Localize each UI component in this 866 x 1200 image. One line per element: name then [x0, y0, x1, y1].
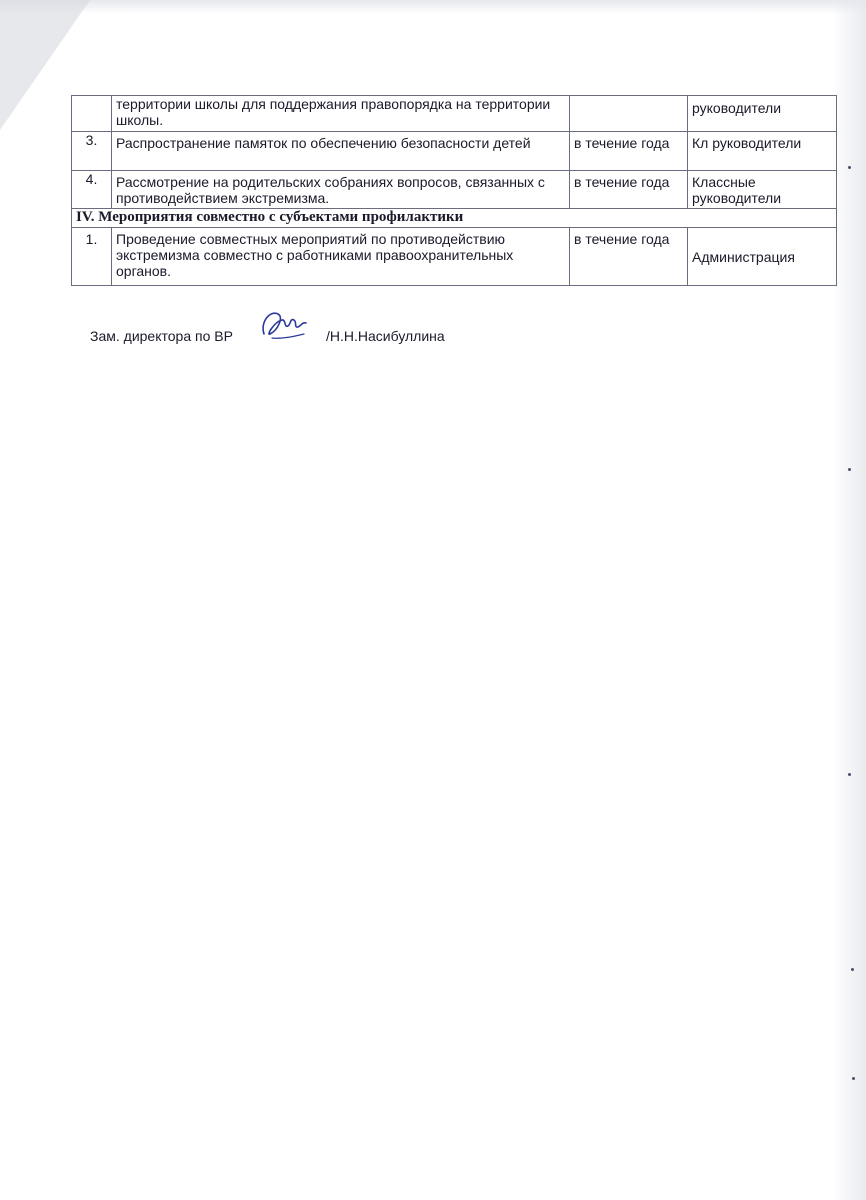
section-title: IV. Мероприятия совместно с субъектами профилактики — [72, 209, 837, 228]
row-responsible: руководители — [688, 96, 837, 132]
row-deadline: в течение года — [570, 171, 688, 209]
row-responsible: Кл руководители — [688, 132, 837, 171]
scan-speck — [848, 773, 851, 776]
scan-edge-top — [0, 0, 866, 14]
row-number — [72, 96, 112, 132]
row-number: 4. — [72, 171, 112, 209]
signatory-position: Зам. директора по ВР — [90, 328, 233, 344]
table-row — [72, 171, 837, 209]
row-responsible: Классные руководители — [688, 171, 837, 209]
scan-speck — [852, 1077, 855, 1080]
row-deadline — [570, 96, 688, 132]
row-number: 3. — [72, 132, 112, 171]
scan-speck — [848, 166, 851, 169]
signatory-name: /Н.Н.Насибуллина — [326, 328, 445, 344]
handwritten-signature-icon — [258, 308, 310, 344]
row-activity: территории школы для поддержания правопорядка на территории школы. — [112, 96, 570, 132]
scan-speck — [851, 968, 854, 971]
table-row — [72, 96, 837, 132]
row-activity: Проведение совместных мероприятий по противодействию экстремизма совместно с работниками правоохранительных органов. — [112, 228, 570, 286]
row-responsible: Администрация — [688, 228, 837, 286]
scan-speck — [848, 468, 851, 471]
row-activity: Рассмотрение на родительских собраниях вопросов, связанных с противодействием экстремизма. — [112, 171, 570, 209]
row-deadline: в течение года — [570, 228, 688, 286]
row-number: 1. — [72, 228, 112, 286]
table-row — [72, 228, 837, 286]
section-header-row — [72, 209, 837, 228]
table-row — [72, 132, 837, 171]
row-deadline: в течение года — [570, 132, 688, 171]
scan-edge-right — [832, 0, 866, 1200]
activities-table — [71, 95, 837, 286]
row-activity: Распространение памяток по обеспечению безопасности детей — [112, 132, 570, 171]
